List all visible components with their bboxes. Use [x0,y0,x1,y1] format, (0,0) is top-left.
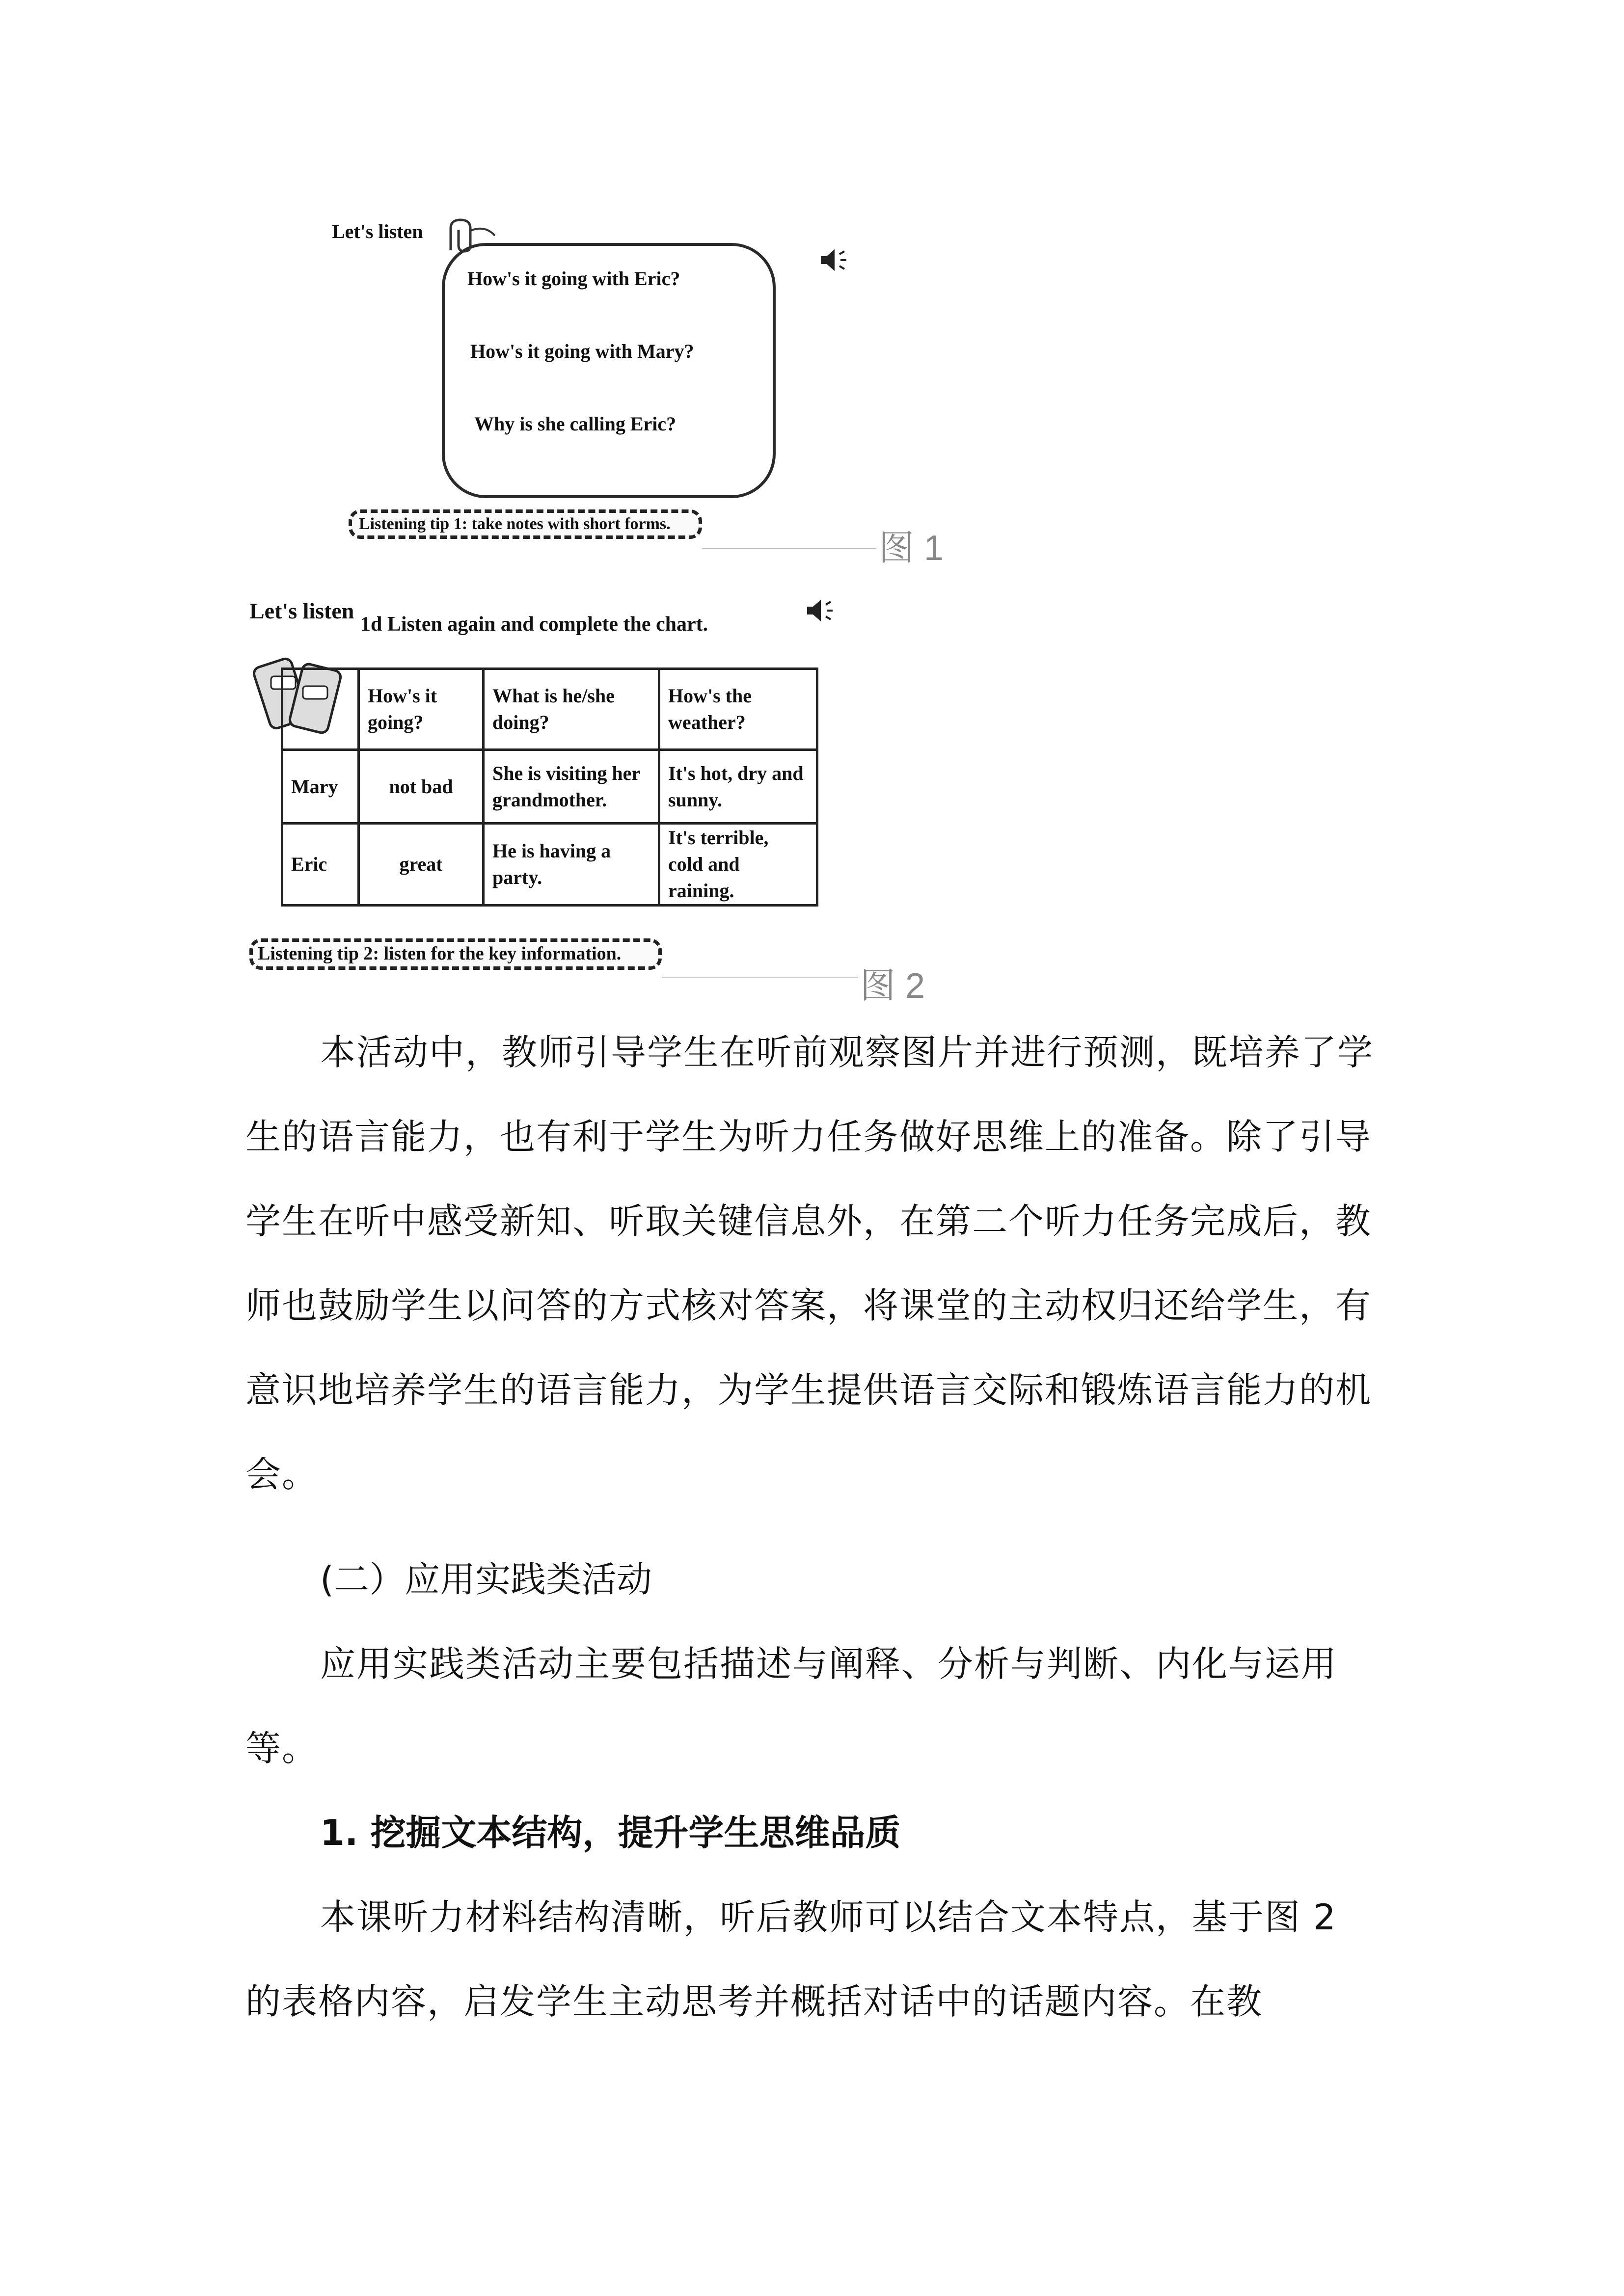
section-heading: (二）应用实践类活动 [320,1559,652,1600]
table-header-cell: How's the weather? [659,669,817,750]
figure1-caption: 图 1 [879,529,944,568]
subsection-heading: 1. 挖掘文本结构，提升学生思维品质 [320,1812,901,1853]
figure2-instruction: 1d Listen again and complete the chart. [360,613,708,636]
speaker-icon[interactable] [805,596,844,625]
caption-leader-line [662,977,858,978]
question-1: How's it going with Eric? [467,267,680,290]
table-header-cell: How's it going? [359,669,484,750]
table-cell: not bad [359,750,484,824]
caption-leader-line [702,548,876,549]
table-cell: She is visiting her grandmother. [484,750,659,824]
table-cell: Mary [282,750,359,824]
figure2-caption: 图 2 [860,966,925,1006]
table-row [282,750,817,824]
body-paragraph-3: 本课听力材料结构清晰，听后教师可以结合文本特点，基于图 2 的表格内容，启发学生主动思考并概括对话中的话题内容。在教 [245,1896,1337,2022]
listening-chart [281,667,818,907]
question-2: How's it going with Mary? [470,340,694,362]
body-paragraph-1: 本活动中，教师引导学生在听前观察图片并进行预测，既培养了学生的语言能力，也有利于学生为听力任务做好思维上的准备。除了引导学生在听中感受新知、听取关键信息外，在第二个听力任务完成后，教师也鼓励学生以问答的方式核对答案，将课堂的主动权归还给学生，有意识地培养学生的语言能力，为学生提供语言交际和锻炼语言能力的机会。 [245,1032,1374,1495]
figure1-title: Let's listen [332,220,423,242]
table-header-cell: What is he/she doing? [484,669,659,750]
listening-tip-1: Listening tip 1: take notes with short forms. [349,509,702,539]
body-paragraph-2: 应用实践类活动主要包括描述与阐释、分析与判断、内化与运用等。 [245,1643,1338,1769]
table-header-cell [282,669,359,750]
table-cell: great [359,824,484,906]
table-cell: It's terrible, cold and raining. [659,824,817,906]
table-row [282,669,817,750]
question-3: Why is she calling Eric? [474,413,677,435]
speaker-icon[interactable] [819,245,858,275]
table-cell: Eric [282,824,359,906]
listening-tip-2: Listening tip 2: listen for the key information. [249,938,662,970]
table-cell: He is having a party. [484,824,659,906]
table-cell: It's hot, dry and sunny. [659,750,817,824]
table-row [282,824,817,906]
figure2-title: Let's listen [249,598,354,623]
